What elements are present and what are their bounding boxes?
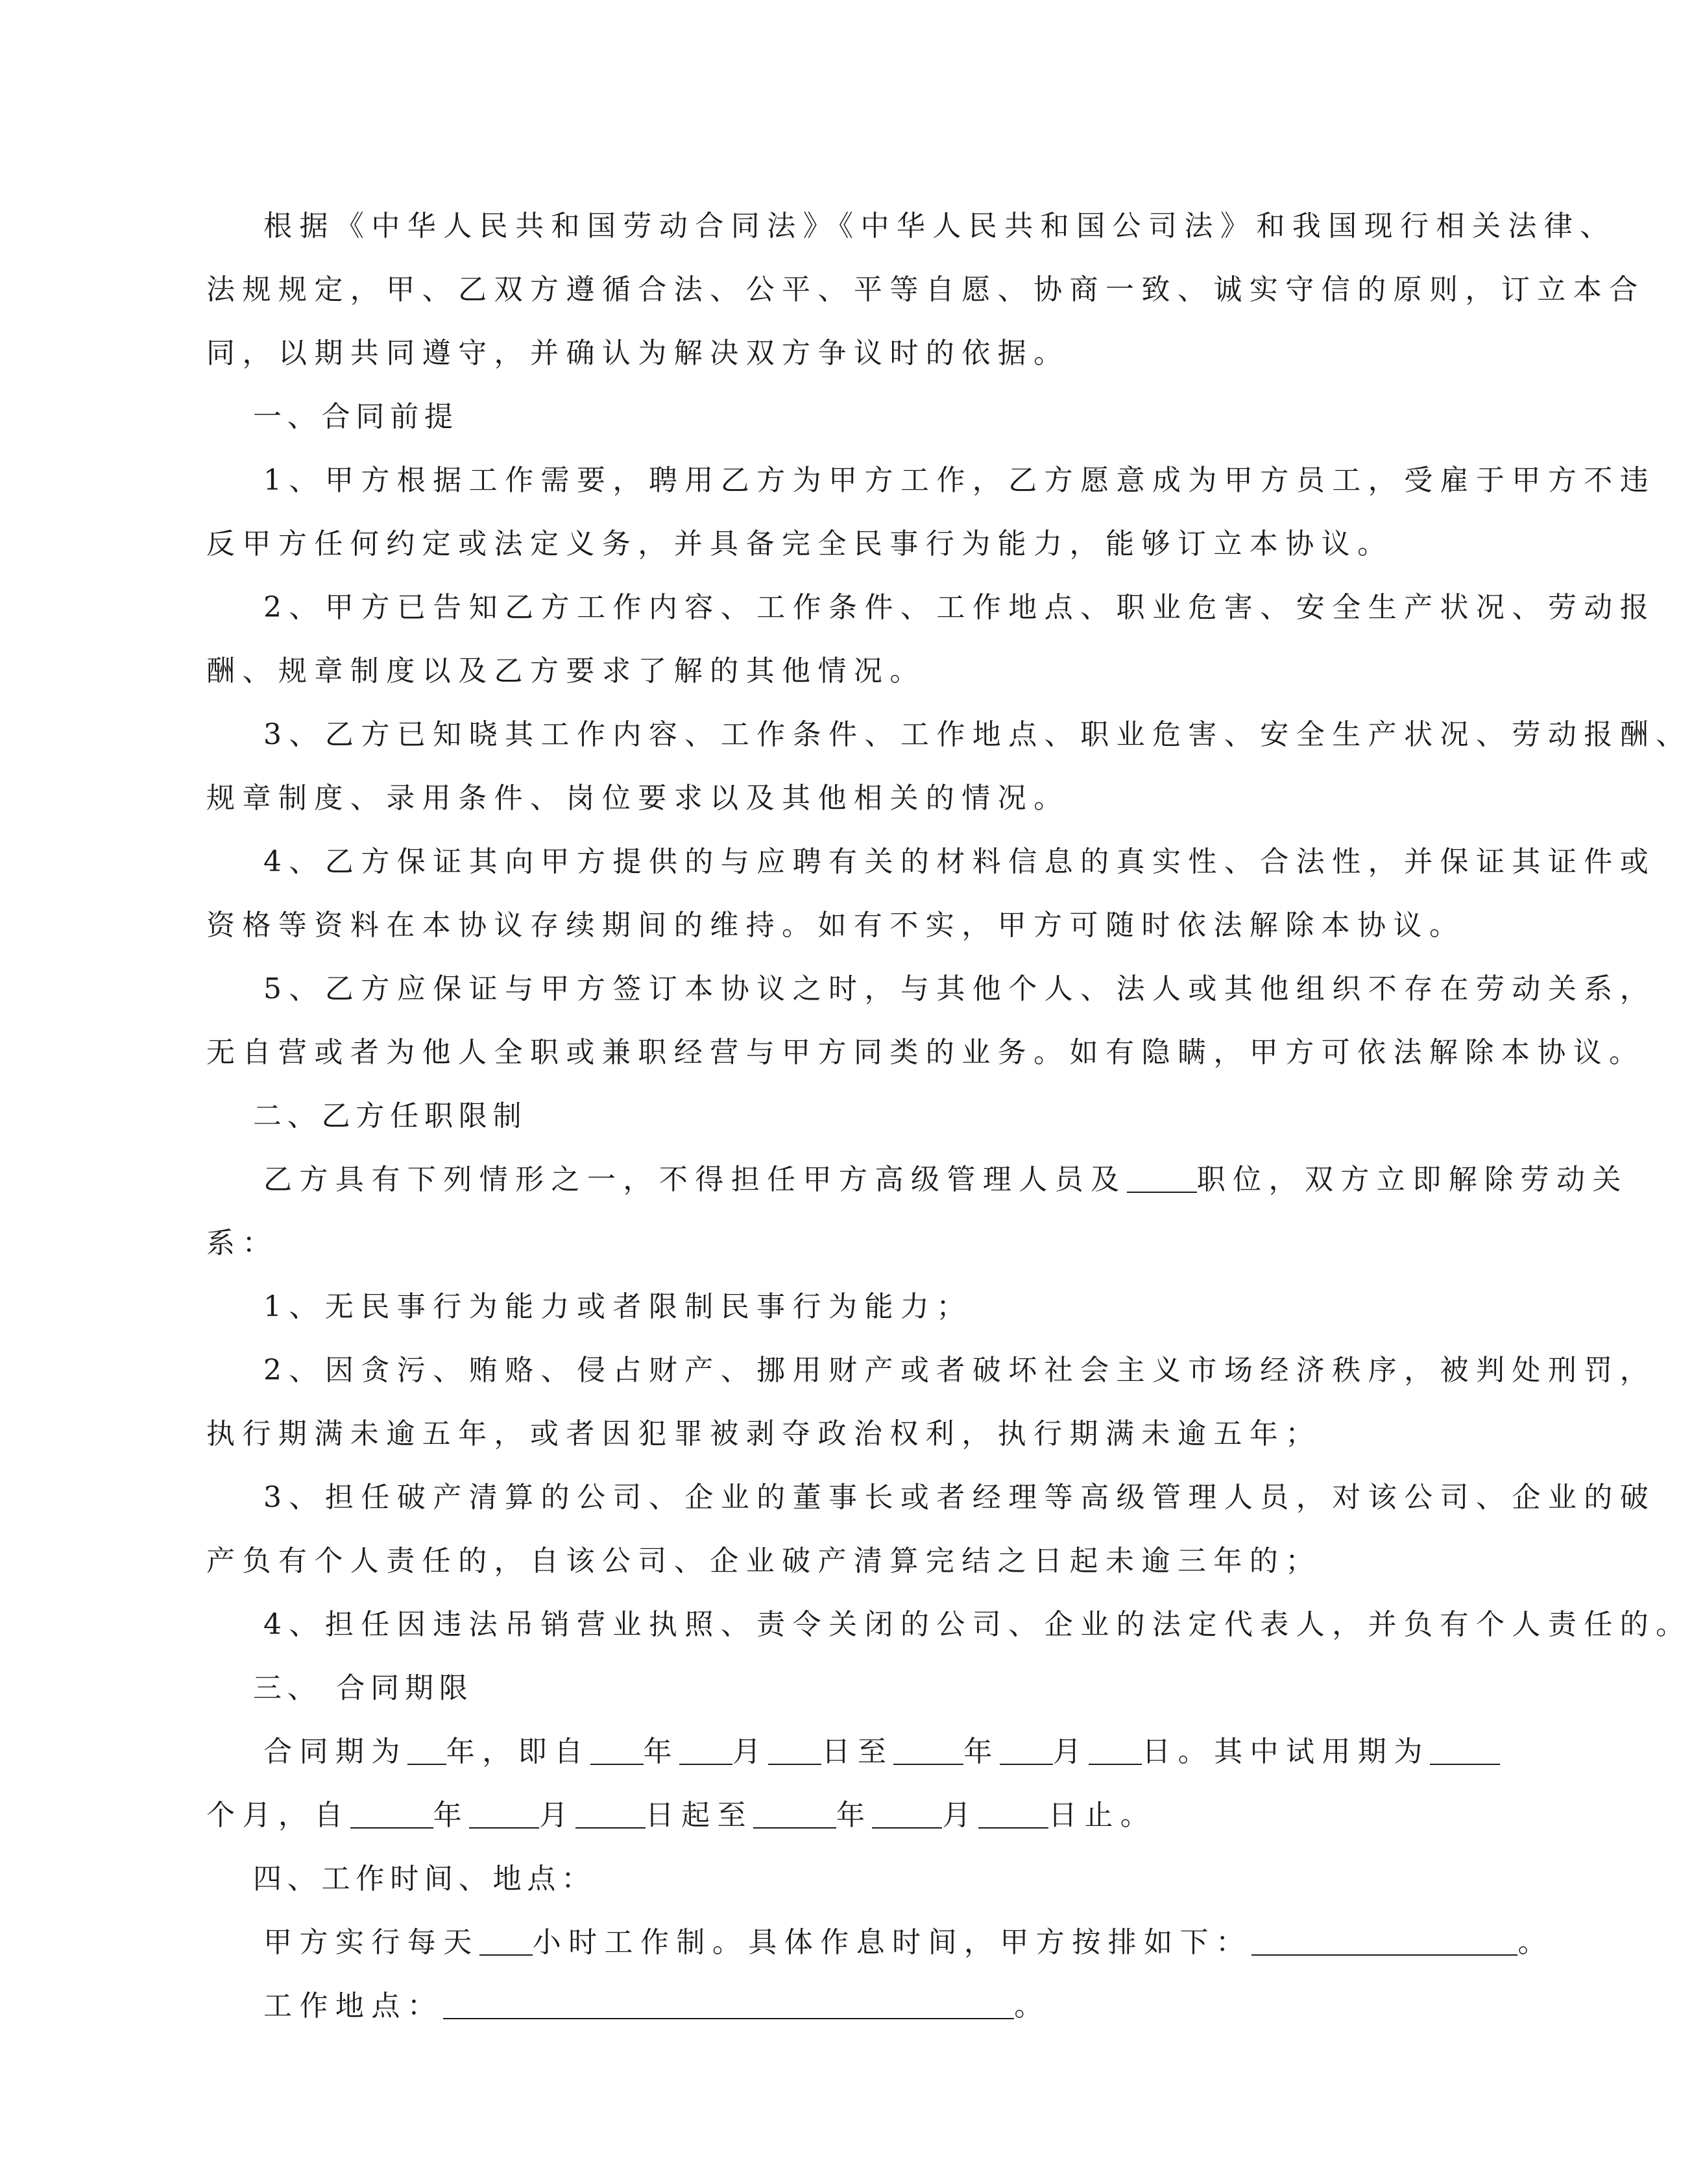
schedule-blank[interactable] [1251, 1921, 1517, 1956]
work-hours-text-b: 小时工作制。具体作息时间，甲方按排如下： [532, 1926, 1252, 1959]
term-text: 月 [942, 1799, 978, 1832]
premise-1-line-1: 1、甲方根据工作需要，聘用乙方为甲方工作，乙方愿意成为甲方员工，受雇于甲方不违 [263, 464, 1656, 497]
restriction-4-line-1: 4、担任因违法吊销营业执照、责令关闭的公司、企业的法定代表人，并负有个人责任的。 [263, 1608, 1692, 1641]
term-text: 日至 [821, 1735, 894, 1768]
term-text: 年，即自 [446, 1735, 590, 1768]
probation-end-day-blank[interactable] [978, 1794, 1048, 1829]
restrictions-intro-text-b: 职位，双方立即解除劳动关 [1196, 1163, 1628, 1196]
restrictions-intro-line-1 [206, 1148, 1628, 1212]
work-place-label: 工作地点： [263, 1989, 444, 2022]
term-text: 日止。 [1048, 1799, 1157, 1832]
term-text: 年 [836, 1799, 873, 1832]
restriction-3-line-2: 产负有个人责任的，自该公司、企业破产清算完结之日起未逾三年的； [206, 1544, 1322, 1578]
term-text: 月 [539, 1799, 575, 1832]
section-heading-premise: 一、合同前提 [253, 400, 459, 433]
restrictions-intro-text-a: 乙方具有下列情形之一，不得担任甲方高级管理人员及 [263, 1163, 1127, 1196]
work-hours-line [206, 1911, 1554, 1974]
daily-hours-blank[interactable] [479, 1921, 533, 1956]
start-month-blank[interactable] [679, 1730, 732, 1765]
section-heading-term: 三、 合同期限 [253, 1672, 474, 1705]
probation-start-month-blank[interactable] [469, 1794, 539, 1829]
work-place-end: 。 [1014, 1989, 1050, 2022]
term-text: 月 [732, 1735, 769, 1768]
term-text: 日。其中试用期为 [1142, 1735, 1430, 1768]
start-day-blank[interactable] [768, 1730, 821, 1765]
term-text: 年 [963, 1735, 1000, 1768]
probation-months-blank[interactable] [1430, 1730, 1500, 1765]
restrictions-intro-line-2: 系： [206, 1227, 278, 1260]
probation-start-day-blank[interactable] [575, 1794, 646, 1829]
contract-body [206, 195, 1692, 2038]
premise-3-line-1: 3、乙方已知晓其工作内容、工作条件、工作地点、职业危害、安全生产状况、劳动报酬、 [263, 718, 1692, 751]
section-heading-restrictions: 二、乙方任职限制 [253, 1099, 527, 1133]
term-text: 年 [643, 1735, 679, 1768]
premise-4-line-1: 4、乙方保证其向甲方提供的与应聘有关的材料信息的真实性、合法性，并保证其证件或 [263, 845, 1656, 878]
restriction-2-line-1: 2、因贪污、贿赂、侵占财产、挪用财产或者破坏社会主义市场经济秩序，被判处刑罚， [263, 1354, 1656, 1387]
term-line-1 [206, 1720, 1430, 1784]
probation-start-year-blank[interactable] [350, 1794, 433, 1829]
work-place-line [206, 1974, 1413, 2038]
work-hours-end: 。 [1517, 1926, 1554, 1959]
term-text: 日起至 [645, 1799, 753, 1832]
restriction-2-line-2: 执行期满未逾五年，或者因犯罪被剥夺政治权利，执行期满未逾五年； [206, 1417, 1322, 1450]
intro-line-3: 同，以期共同遵守，并确认为解决双方争议时的依据。 [206, 337, 1070, 370]
probation-end-year-blank[interactable] [753, 1794, 836, 1829]
restriction-3-line-1: 3、担任破产清算的公司、企业的董事长或者经理等高级管理人员，对该公司、企业的破 [263, 1481, 1656, 1514]
end-day-blank[interactable] [1089, 1730, 1142, 1765]
work-place-blank[interactable] [443, 1984, 1014, 2019]
premise-5-line-1: 5、乙方应保证与甲方签订本协议之时，与其他个人、法人或其他组织不存在劳动关系， [263, 972, 1656, 1005]
term-text: 年 [433, 1799, 470, 1832]
restriction-1-line-1: 1、无民事行为能力或者限制民事行为能力； [263, 1290, 973, 1323]
premise-4-line-2: 资格等资料在本协议存续期间的维持。如有不实，甲方可随时依法解除本协议。 [206, 909, 1466, 942]
premise-2-line-1: 2、甲方已告知乙方工作内容、工作条件、工作地点、职业危害、安全生产状况、劳动报 [263, 591, 1656, 624]
premise-3-line-2: 规章制度、录用条件、岗位要求以及其他相关的情况。 [206, 782, 1070, 815]
premise-5-line-2: 无自营或者为他人全职或兼职经营与甲方同类的业务。如有隐瞒，甲方可依法解除本协议。 [206, 1036, 1645, 1069]
term-text: 个月，自 [206, 1799, 350, 1832]
term-line-2 [206, 1784, 1413, 1847]
term-years-blank[interactable] [407, 1730, 446, 1765]
premise-1-line-2: 反甲方任何约定或法定义务，并具备完全民事行为能力，能够订立本协议。 [206, 527, 1394, 560]
end-month-blank[interactable] [1000, 1730, 1053, 1765]
position-blank[interactable] [1127, 1158, 1197, 1193]
intro-line-2: 法规规定，甲、乙双方遵循合法、公平、平等自愿、协商一致、诚实守信的原则，订立本合 [206, 273, 1645, 306]
section-heading-time-place: 四、工作时间、地点： [253, 1862, 596, 1895]
work-hours-text-a: 甲方实行每天 [263, 1926, 479, 1959]
term-text: 月 [1052, 1735, 1089, 1768]
premise-2-line-2: 酬、规章制度以及乙方要求了解的其他情况。 [206, 654, 926, 688]
end-year-blank[interactable] [893, 1730, 963, 1765]
intro-line-1: 根据《中华人民共和国劳动合同法》《中华人民共和国公司法》和我国现行相关法律、 [263, 210, 1616, 243]
start-year-blank[interactable] [590, 1730, 644, 1765]
probation-end-month-blank[interactable] [872, 1794, 942, 1829]
term-text: 合同期为 [263, 1735, 407, 1768]
